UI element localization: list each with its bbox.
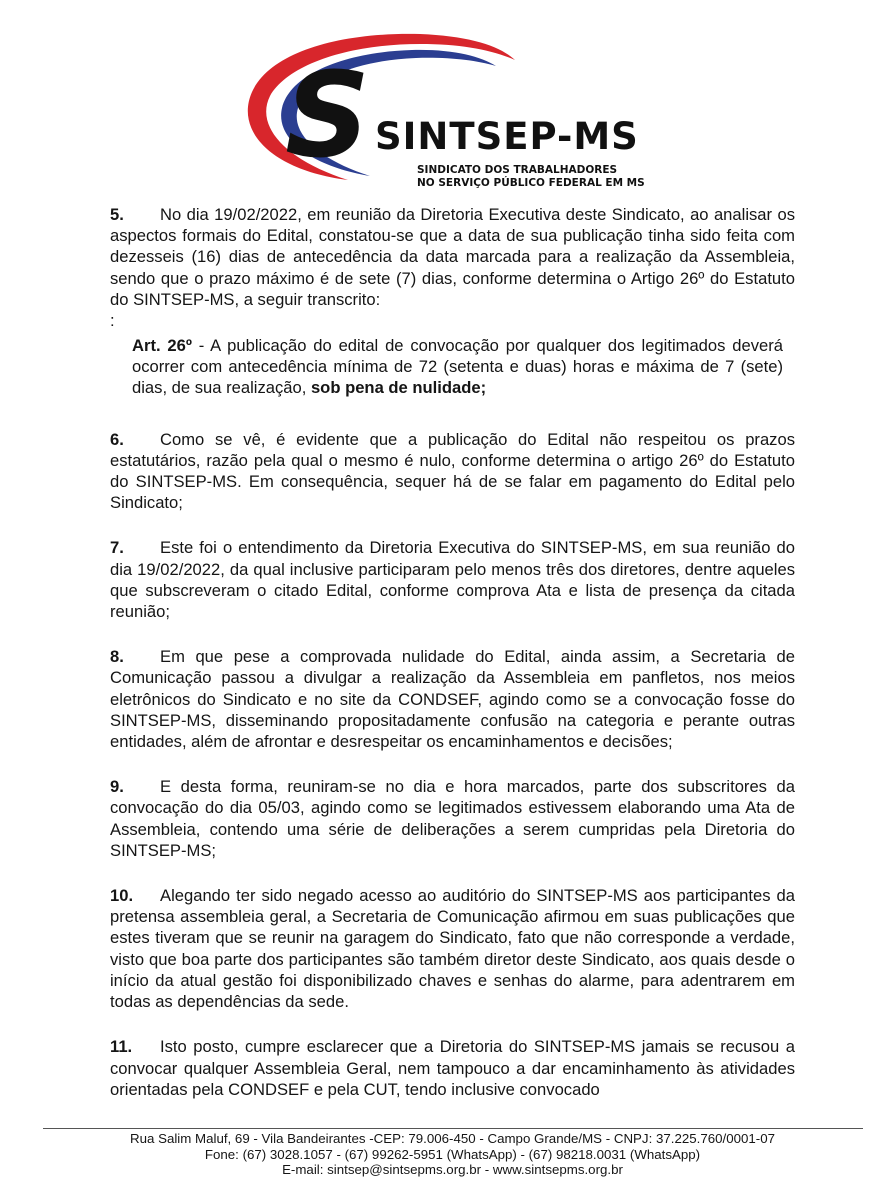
article-emphasis: sob pena de nulidade; <box>310 378 487 398</box>
paragraph-5 <box>110 204 795 310</box>
paragraph-10 <box>110 885 795 1012</box>
paragraph-number: 7. <box>110 538 124 558</box>
paragraph-number: 6. <box>110 429 124 449</box>
article-quote <box>132 335 783 399</box>
footer-divider <box>43 1128 863 1129</box>
footer-address: Rua Salim Maluf, 69 - Vila Bandeirantes -CEP: 79.006-450 - Campo Grande/MS - CNPJ: 37.225.760/0001-07 <box>130 1131 775 1146</box>
article-text: - A publicação do edital de convocação por qualquer dos legitimados deverá ocorrer com antecedência mínima de 72 (setenta e duas) horas e máxima de 7 (sete) dias, de sua realização, <box>132 336 783 398</box>
sintsep-logo <box>230 30 660 190</box>
paragraph-9 <box>110 776 795 861</box>
paragraph-6 <box>110 429 795 514</box>
footer-phones: Fone: (67) 3028.1057 - (67) 99262-5951 (WhatsApp) - (67) 98218.0031 (WhatsApp) <box>204 1146 701 1162</box>
paragraph-text: Este foi o entendimento da Diretoria Executiva do SINTSEP-MS, em sua reunião do dia 19/02/2022, da qual inclusive participaram pelo menos três dos diretores, dentre aqueles que subscreveram o citado Edital, conforme comprova Ata e lista de presença da citada reunião; <box>110 538 795 622</box>
paragraph-number: 5. <box>110 205 124 224</box>
paragraph-11 <box>110 1036 795 1100</box>
paragraph-text: Alegando ter sido negado acesso ao auditório do SINTSEP-MS aos participantes da pretensa assembleia geral, a Secretaria de Comunicação afirmou em suas publicações que estes tiveram que se reunir na garagem do Sindicato, fato que não corresponde a verdade, visto que boa parte dos participantes são também diretor deste Sindicato, aos quais desde o início da atual gestão foi disponibilizado chaves e senhas do alarme, para adentrarem em todas as dependências da sede. <box>110 886 795 1012</box>
paragraph-number: 11. <box>110 1037 133 1057</box>
logo-subtitle-line1: SINDICATO DOS TRABALHADORES <box>417 164 618 176</box>
svg-text:S: S <box>285 46 370 184</box>
footer-contact: E-mail: sintsep@sintsepms.org.br - www.sintsepms.org.br <box>282 1162 623 1178</box>
paragraph-7 <box>110 537 795 622</box>
paragraph-text: Em que pese a comprovada nulidade do Edital, ainda assim, a Secretaria de Comunicação passou a divulgar a realização da Assembleia em panfletos, nos meios eletrônicos do Sindicato e no site da CONDSEF, agindo como se a convocação fosse do SINTSEP-MS, disseminando propositadamente confusão na categoria e perante outras entidades, além de afrontar e desrespeitar os encaminhamentos e decisões; <box>110 647 795 752</box>
paragraph-text: Isto posto, cumpre esclarecer que a Diretoria do SINTSEP-MS jamais se recusou a convocar qualquer Assembleia Geral, nem tampouco a dar encaminhamento às atividades orientadas pela CONDSEF e pela CUT, tendo inclusive convocado <box>110 1037 795 1099</box>
paragraph-number: 8. <box>110 647 124 667</box>
paragraph-number: 10. <box>110 886 134 906</box>
paragraph-8 <box>110 646 795 752</box>
colon-mark: : <box>110 311 115 331</box>
article-label: Art. 26º <box>132 336 192 356</box>
logo-name: SINTSEP-MS <box>375 115 639 158</box>
paragraph-text: No dia 19/02/2022, em reunião da Diretoria Executiva deste Sindicato, ao analisar os aspectos formais do Edital, constatou-se que a data de sua publicação tinha sido feita com dezesseis (16) dias de antecedência da data marcada para a realização da Assembleia, sendo que o prazo máximo é de sete (7) dias, conforme determina o Artigo 26º do Estatuto do SINTSEP-MS, a seguir transcrito: <box>110 205 795 309</box>
paragraph-text: E desta forma, reuniram-se no dia e hora marcados, parte dos subscritores da convocação do dia 05/03, agindo como se legitimados estivessem elaborando uma Ata de Assembleia, contendo uma série de deliberações a serem cumpridas pela Diretoria do SINTSEP-MS; <box>110 777 795 860</box>
logo-subtitle-line2: NO SERVIÇO PÚBLICO FEDERAL EM MS <box>417 177 645 189</box>
footer <box>30 1131 875 1178</box>
paragraph-number: 9. <box>110 777 124 797</box>
document-body <box>110 204 795 1124</box>
paragraph-text: Como se vê, é evidente que a publicação do Edital não respeitou os prazos estatutários, razão pela qual o mesmo é nulo, conforme determina o artigo 26º do Estatuto do SINTSEP-MS. Em consequência, sequer há de se falar em pagamento do Edital pelo Sindicato; <box>110 429 795 513</box>
logo-subtitle <box>417 164 645 190</box>
